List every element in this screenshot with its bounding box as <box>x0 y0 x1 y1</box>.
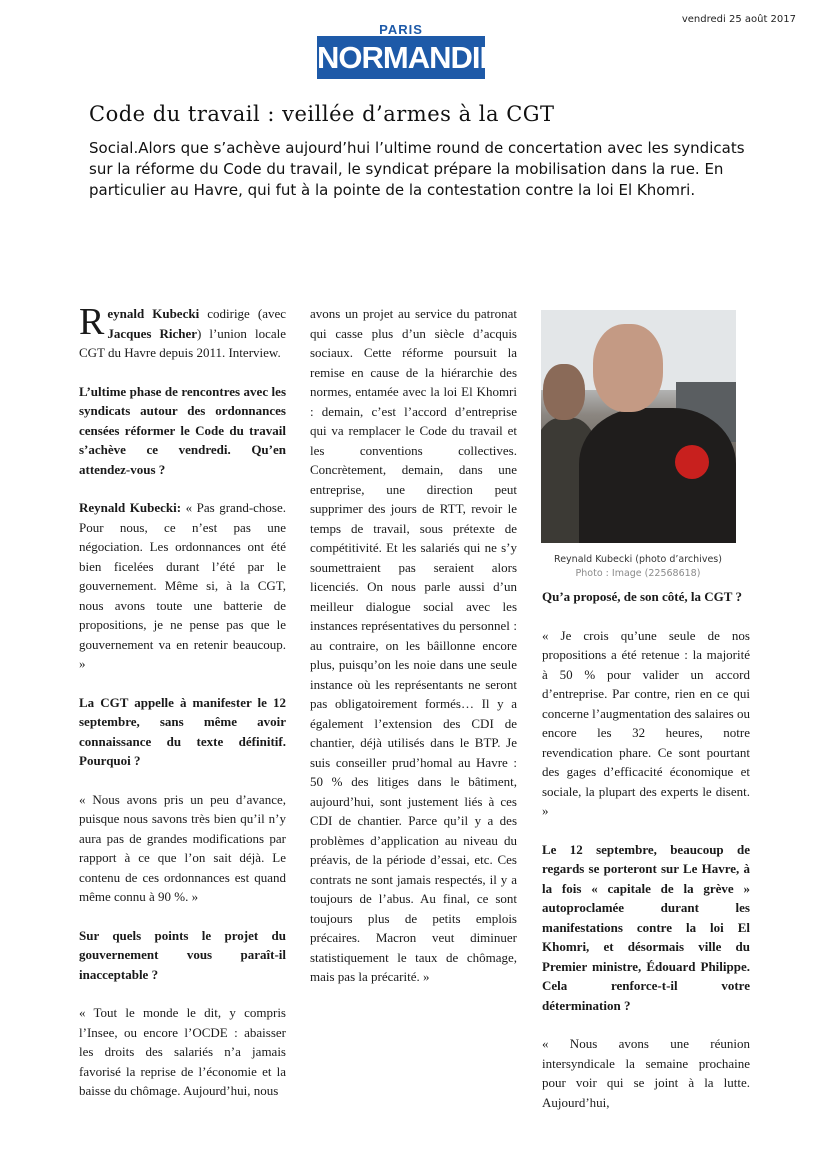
question-4: Qu’a proposé, de son côté, la CGT ? <box>542 589 742 604</box>
answer-4: « Je crois qu’une seule de nos propositions a été retenue : la majorité à 50 % pour valider un accord d’entreprise. Par contre, rien en ce qui concerne l’augmentation des salaires ou encore les 32 heures, notre revendication phare. Ce sont pourtant des gages d’efficacité économique et sociale, la plupart des experts le disent. » <box>542 627 750 818</box>
interviewee-name: eynald Kubecki <box>107 306 200 321</box>
question-2: La CGT appelle à manifester le 12 septembre, sans même avoir connaissance du texte définitif. Pourquoi ? <box>79 694 286 768</box>
answer-3-part-2: avons un projet au service du patronat qui casse plus d’un siècle d’acquis sociaux. Cette réforme poursuit la remise en cause de la hiérarchie des normes, entamée avec la loi El Khomri : demain, c’est l’accord d’entreprise qui va remplacer le Code du travail et les conventions collectives. Concrètement, demain, dans une entreprise, une direction peut supprimer des jours de RTT, revoir le temps de travail, sous prétexte de compétitivité. Et les salariés qui ne s’y soumettraient pas seraient alors licenciés. On nous parle aussi d’un meilleur dialogue social avec les instances représentatives du personnel : au contraire, on les bâillonne encore plus, puisqu’on les noie dans une seule instance où les représentants ne seront pas obligatoirement formés… Il y a également l’extension des CDI de chantier, déjà utilisés dans le BTP. Je suis conseiller prud’homal au Havre : 50 % des litiges dans le bâtiment, aujourd’hui, sont justement liés à ces CDI de chantier. Parce qu’il y a des problèmes d’application au niveau du préavis, de la période d’essai, etc. Ces contrats ne sont jamais respectés, il y a toujours de l’abus. Au final, ce sont toujours plus de petits emplois précaires. Macron veut diminuer statistiquement le taux de chômage, mais pas la précarité. » <box>310 306 517 984</box>
photo-caption <box>548 553 728 581</box>
article-lede: Social.Alors que s’achève aujourd’hui l’ultime round de concertation avec les syndicats sur la réforme du Code du travail, le syndicat prépare la mobilisation dans la rue. En particulier au Havre, qui fut à la pointe de la contestation contre la loi El Khomri. <box>89 139 745 199</box>
answer-2: « Nous avons pris un peu d’avance, puisque nous savons très bien qu’il n’y aura pas de grandes modifications par rapport à ce que l’on sait déjà. Le contenu de ces ordonnances est quand même connu à 90 %. » <box>79 791 286 904</box>
question-3: Sur quels points le projet du gouvernement vous paraît-il inacceptable ? <box>79 927 286 982</box>
question-1: L’ultime phase de rencontres avec les syndicats autour des ordonnances censées réformer le Code du travail s’achève ce vendredi. Qu’en attendez-vous ? <box>79 383 286 477</box>
article-photo <box>541 310 736 543</box>
drop-cap: R <box>79 301 105 343</box>
photo-credit: Photo : Image (22568618) <box>575 568 701 579</box>
article-headline: Code du travail : veillée d’armes à la CGT <box>89 102 555 126</box>
question-5: Le 12 septembre, beaucoup de regards se porteront sur Le Havre, à la fois « capitale de la grève » autoproclamée durant les manifestations contre la loi El Khomri, et désormais ville du Premier ministre, Édouard Philippe. Cela renforce-t-il votre détermination ? <box>542 841 750 1013</box>
answer-5: « Nous avons une réunion intersyndicale la semaine prochaine pour voir qui se joint à la lutte. Aujourd’hui, <box>542 1036 750 1110</box>
answer-3-part-1: « Tout le monde le dit, y compris l’Insee, ou encore l’OCDE : abaisser les droits des salariés n’a jamais favorisé la reprise de l’économie et la baisse du chômage. Aujourd’hui, nous <box>79 1005 286 1098</box>
article-column-3 <box>542 587 750 1131</box>
cgt-badge-icon <box>675 445 709 479</box>
article-column-1 <box>79 301 287 1120</box>
answer-1-speaker: Reynald Kubecki: <box>79 500 182 515</box>
co-director-name: Jacques Richer <box>107 325 197 341</box>
logo-main-text: NORMANDIE <box>317 40 500 75</box>
logo-top-text: PARIS <box>379 22 423 37</box>
caption-text: Reynald Kubecki (photo d’archives) <box>554 554 722 565</box>
answer-1: Reynald Kubecki: « Pas grand-chose. Pour nous, ce n’est pas une négociation. Les ordonnances ont été bien ficelées durant l’été par le gouvernement. Même si, à la CGT, nous avons toute une batterie de propositions, je ne pense pas que le gouvernement va en retenir beaucoup. » <box>79 500 287 671</box>
intro-paragraph: Reynald Kubecki codirige (avec Jacques Richer) l’union locale CGT du Havre depuis 2011. Interview. <box>79 301 287 360</box>
article-column-2 <box>310 304 517 1006</box>
newspaper-logo <box>317 20 500 79</box>
publication-date: vendredi 25 août 2017 <box>681 14 796 25</box>
